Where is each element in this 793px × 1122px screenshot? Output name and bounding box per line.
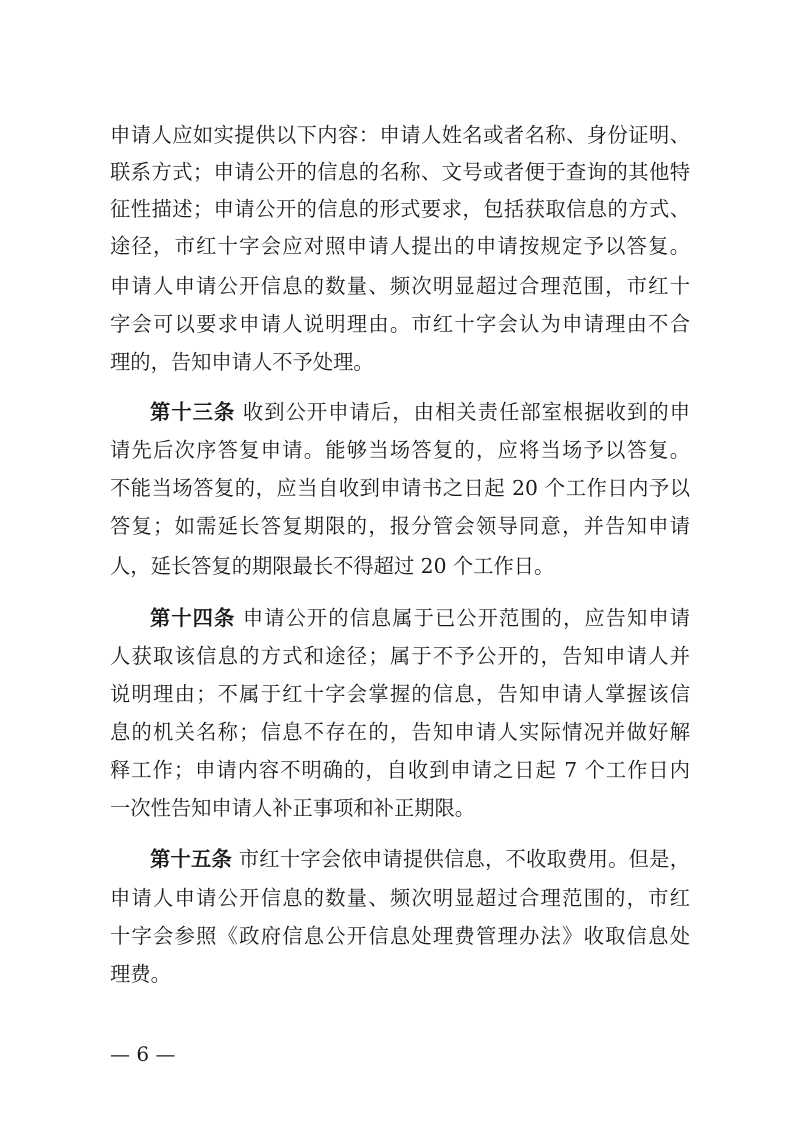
article-14-line-5: 释工作；申请内容不明确的，自收到申请之日起 7 个工作日内 bbox=[110, 758, 690, 782]
article-14-line-4: 息的机关名称；信息不存在的，告知申请人实际情况并做好解 bbox=[110, 720, 690, 744]
article-15-text: 市红十字会依申请提供信息，不收取费用。但是， bbox=[238, 847, 690, 871]
article-15-line-4: 理费。 bbox=[110, 962, 171, 986]
page-number: — 6 — bbox=[110, 1042, 176, 1066]
paragraph-1-line-1: 申请人应如实提供以下内容：申请人姓名或者名称、身份证明、 bbox=[110, 123, 690, 147]
article-13-line-3: 不能当场答复的，应当自收到申请书之日起 20 个工作日内予以 bbox=[110, 476, 690, 500]
article-13-line-4: 答复；如需延长答复期限的，报分管会领导同意，并告知申请 bbox=[110, 514, 690, 538]
article-14-line-3: 说明理由；不属于红十字会掌握的信息，告知申请人掌握该信 bbox=[110, 682, 690, 706]
article-15-line-1 bbox=[150, 845, 690, 873]
paragraph-1-line-5: 申请人申请公开信息的数量、频次明显超过合理范围，市红十 bbox=[110, 274, 690, 298]
paragraph-1-line-2: 联系方式；申请公开的信息的名称、文号或者便于查询的其他特 bbox=[110, 160, 690, 184]
article-13-text: 收到公开申请后，由相关责任部室根据收到的申 bbox=[242, 400, 690, 424]
paragraph-1-line-7: 理的，告知申请人不予处理。 bbox=[110, 350, 374, 374]
paragraph-1-line-4: 途径，市红十字会应对照申请人提出的申请按规定予以答复。 bbox=[110, 234, 690, 258]
article-14-line-2: 人获取该信息的方式和途径；属于不予公开的，告知申请人并 bbox=[110, 644, 690, 668]
article-13-line-1 bbox=[150, 398, 690, 426]
article-13-heading: 第十三条 bbox=[150, 400, 236, 424]
article-15-line-2: 申请人申请公开信息的数量、频次明显超过合理范围的，市红 bbox=[110, 886, 690, 910]
paragraph-1-line-3: 征性描述；申请公开的信息的形式要求，包括获取信息的方式、 bbox=[110, 197, 690, 221]
article-13-line-2: 请先后次序答复申请。能够当场答复的，应将当场予以答复。 bbox=[110, 438, 690, 462]
article-15-line-3: 十字会参照《政府信息公开信息处理费管理办法》收取信息处 bbox=[110, 924, 690, 948]
article-14-text: 申请公开的信息属于已公开范围的，应告知申请 bbox=[242, 606, 690, 630]
paragraph-1-line-6: 字会可以要求申请人说明理由。市红十字会认为申请理由不合 bbox=[110, 312, 690, 336]
article-14-heading: 第十四条 bbox=[150, 606, 236, 630]
article-13-line-5: 人，延长答复的期限最长不得超过 20 个工作日。 bbox=[110, 554, 555, 578]
article-14-line-6: 一次性告知申请人补正事项和补正期限。 bbox=[110, 796, 476, 820]
article-15-heading: 第十五条 bbox=[150, 847, 233, 871]
article-14-line-1 bbox=[150, 604, 690, 632]
